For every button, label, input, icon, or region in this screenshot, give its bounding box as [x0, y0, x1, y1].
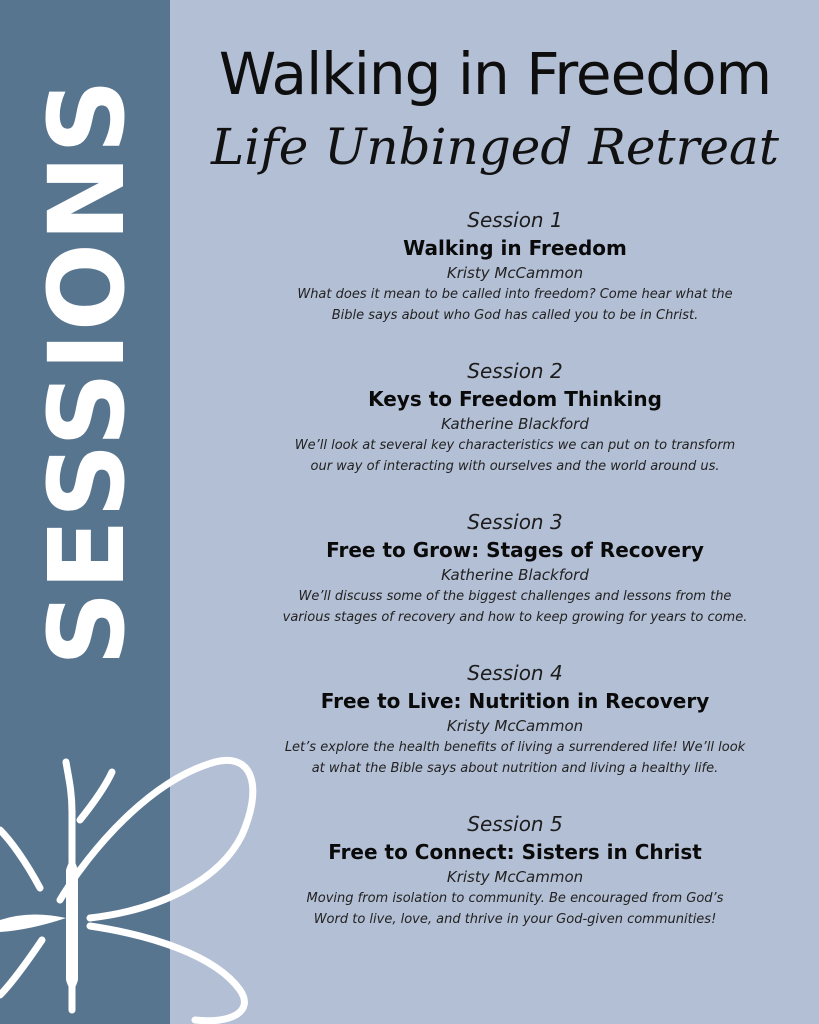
- session-title: Free to Connect: Sisters in Christ: [328, 840, 702, 864]
- session-number: Session 3: [467, 510, 563, 534]
- session-number: Session 1: [467, 208, 563, 232]
- sessions-list: [230, 206, 800, 961]
- session-1: [230, 206, 800, 357]
- sidebar-label: SESSIONS: [26, 77, 148, 667]
- page-title: Walking in Freedom: [218, 40, 772, 108]
- session-description-line-1: We’ll discuss some of the biggest challenges and lessons from the: [298, 589, 732, 604]
- session-title: Free to Live: Nutrition in Recovery: [320, 689, 710, 713]
- session-title: Walking in Freedom: [403, 236, 627, 260]
- session-description-line-1: Moving from isolation to community. Be encouraged from God’s: [306, 891, 724, 906]
- page-subtitle: Life Unbinged Retreat: [211, 118, 779, 176]
- session-description-line-2: Word to live, love, and thrive in your God-given communities!: [313, 912, 717, 927]
- session-number: Session 2: [467, 359, 563, 383]
- session-description-line-2: at what the Bible says about nutrition and living a healthy life.: [311, 761, 719, 776]
- session-4: [230, 659, 800, 810]
- session-speaker: Kristy McCammon: [446, 717, 584, 735]
- session-title: Free to Grow: Stages of Recovery: [326, 538, 704, 562]
- session-description-line-1: What does it mean to be called into freedom? Come hear what the: [297, 287, 733, 302]
- session-5: [230, 810, 800, 961]
- session-number: Session 5: [467, 812, 563, 836]
- session-description-line-1: We’ll look at several key characteristics we can put on to transform: [294, 438, 736, 453]
- session-description-line-2: Bible says about who God has called you to be in Christ.: [331, 308, 699, 323]
- session-speaker: Kristy McCammon: [446, 868, 584, 886]
- session-3: [230, 508, 800, 659]
- session-speaker: Katherine Blackford: [441, 566, 589, 584]
- session-description-line-2: various stages of recovery and how to keep growing for years to come.: [282, 610, 748, 625]
- session-description-line-2: our way of interacting with ourselves and the world around us.: [310, 459, 720, 474]
- session-title: Keys to Freedom Thinking: [368, 387, 662, 411]
- session-number: Session 4: [467, 661, 563, 685]
- session-description-line-1: Let’s explore the health benefits of living a surrendered life! We’ll look: [284, 740, 746, 755]
- session-2: [230, 357, 800, 508]
- session-speaker: Katherine Blackford: [441, 415, 589, 433]
- session-speaker: Kristy McCammon: [446, 264, 584, 282]
